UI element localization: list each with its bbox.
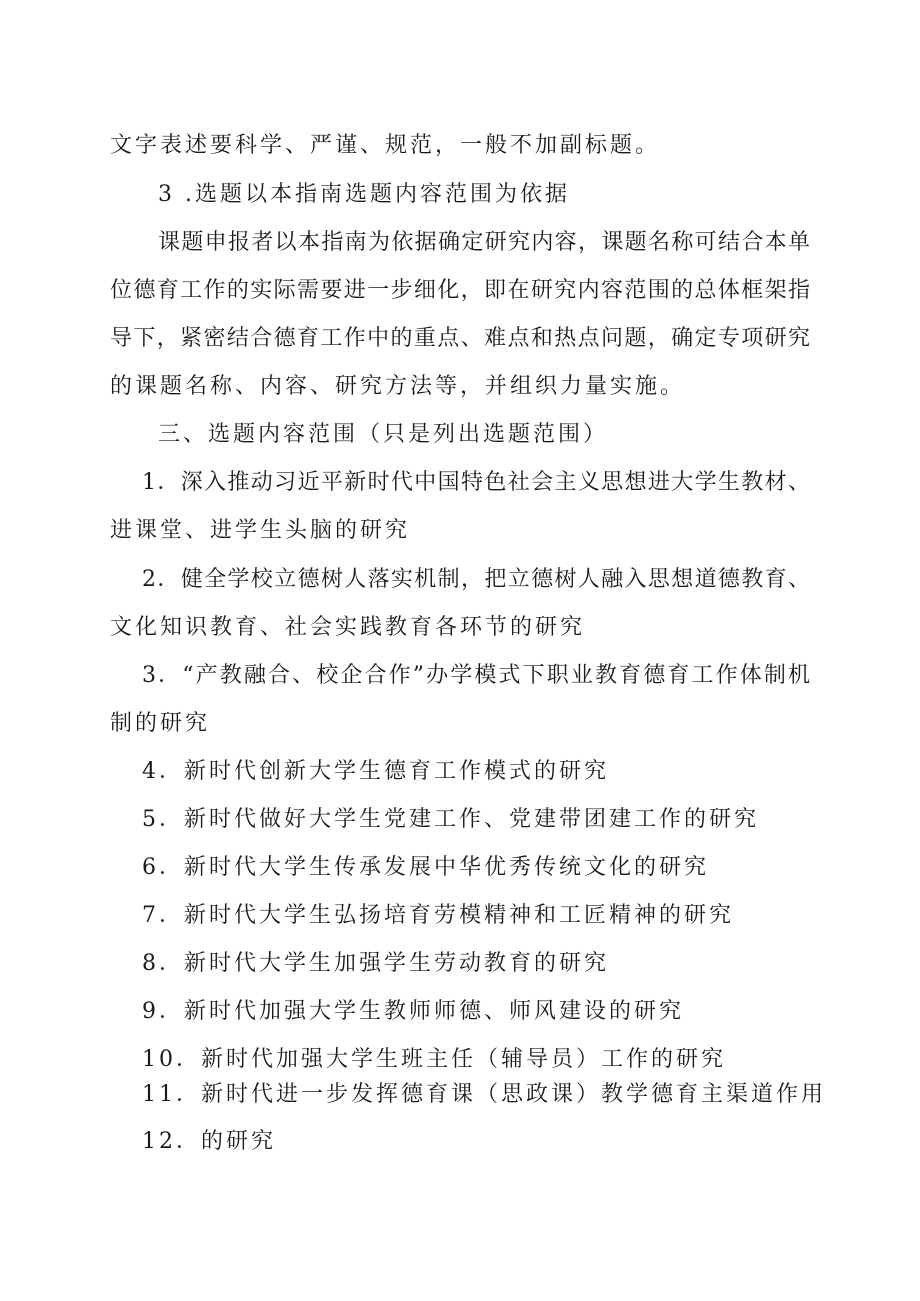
- list-item: 4．新时代创新大学生德育工作模式的研究: [142, 759, 609, 784]
- list-item: 9．新时代加强大学生教师师德、师风建设的研究: [142, 999, 684, 1024]
- list-item-continuation: 制的研究: [110, 711, 211, 736]
- paragraph-line: 导下，紧密结合德育工作中的重点、难点和热点问题，确定专项研究: [110, 326, 810, 351]
- list-item: 7．新时代大学生弘扬培育劳模精神和工匠精神的研究: [142, 903, 734, 928]
- list-item-continuation: 文化知识教育、社会实践教育各环节的研究: [110, 615, 586, 640]
- list-item: 8．新时代大学生加强学生劳动教育的研究: [142, 951, 609, 976]
- list-item: 5．新时代做好大学生党建工作、党建带团建工作的研究: [142, 807, 759, 832]
- list-item: 12．的研究: [142, 1129, 276, 1154]
- paragraph-line: 位德育工作的实际需要进一步细化，即在研究内容范围的总体框架指: [110, 278, 810, 303]
- list-item: 11．新时代进一步发挥德育课（思政课）教学德育主渠道作用: [142, 1082, 826, 1107]
- paragraph-line: 文字表述要科学、严谨、规范，一般不加副标题。: [110, 133, 661, 158]
- list-item-continuation: 进课堂、进学生头脑的研究: [110, 518, 411, 543]
- section-heading: 3 .选题以本指南选题内容范围为依据: [158, 182, 570, 207]
- list-item: 3．“产教融合、校企合作”办学模式下职业教育德育工作体制机: [142, 663, 810, 688]
- paragraph-line: 的课题名称、内容、研究方法等，并组织力量实施。: [110, 374, 686, 399]
- list-item: 10．新时代加强大学生班主任（辅导员）工作的研究: [142, 1047, 726, 1072]
- list-item: 1．深入推动习近平新时代中国特色社会主义思想进大学生教材、: [142, 470, 810, 495]
- paragraph-line: 课题申报者以本指南为依据确定研究内容，课题名称可结合本单: [158, 230, 810, 255]
- section-heading: 三、选题内容范围（只是列出选题范围）: [158, 422, 609, 447]
- list-item: 6．新时代大学生传承发展中华优秀传统文化的研究: [142, 855, 709, 880]
- list-item: 2．健全学校立德树人落实机制，把立德树人融入思想道德教育、: [142, 567, 810, 592]
